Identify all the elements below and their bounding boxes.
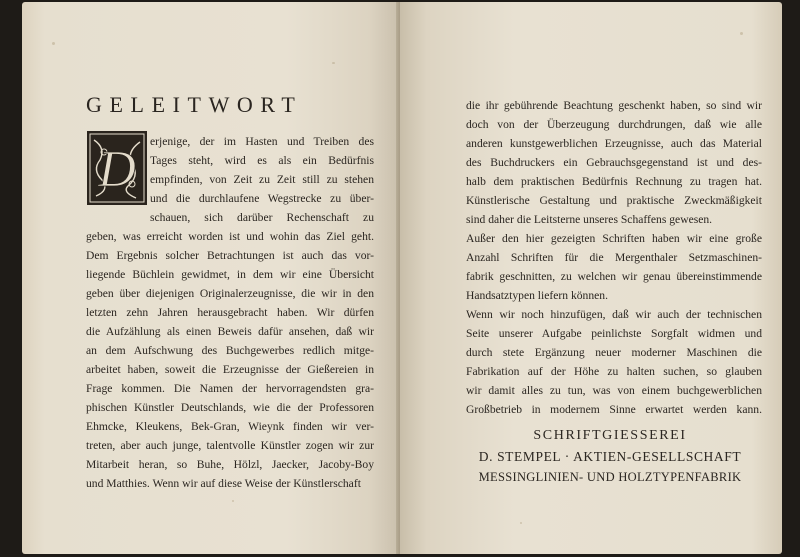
text-line: letzten zehn Jahren herausgebracht haben. Wir dürfen [86, 306, 374, 319]
text-line: an dem Aufschwung des Buchgewerbes redlich mitge- [86, 344, 374, 357]
ornament-icon [86, 130, 148, 206]
text-line: sind daher die Leitsterne unseres Schaffens gewesen. [466, 213, 713, 226]
signature-line-1: SCHRIFTGIESSEREI [533, 428, 687, 443]
ornamental-initial [86, 130, 148, 206]
text-line: fabrik geschnitten, zu welchen wir genau übereinstimmende [466, 270, 762, 283]
text-line: phischen Künstler Deutschlands, wie die der Professoren [86, 401, 374, 414]
text-line: Wenn wir noch hinzufügen, daß wir auch der technischen [466, 308, 762, 321]
text-line: Frage kommen. Die Namen der hervorragendsten gra- [86, 382, 374, 395]
text-line: durch stete Ergänzung neuer moderner Maschinen die [466, 346, 762, 359]
text-line: Tages steht, wird es als ein Bedürfnis [150, 154, 374, 167]
text-line: liegende Büchlein gewidmet, in dem wir eine Übersicht [86, 268, 374, 281]
text-line: doch von der Überzeugung durchdrungen, daß wie alle [466, 118, 762, 131]
text-line: empfinden, von Zeit zu Zeit still zu stehen [150, 173, 374, 186]
text-line: Künstlerische Gestaltung und praktische Zweckmäßigkeit [466, 194, 762, 207]
text-line: Handsatztypen liefern können. [466, 289, 608, 302]
text-line: wir damit alles zu tun, was von einem buchgewerblichen [466, 384, 762, 397]
text-line: und Matthies. Wenn wir auf diese Weise der Künstlerschaft [86, 477, 361, 490]
text-line: treten, aber auch junge, talentvolle Künstler zogen wir zur [86, 439, 374, 452]
text-line: Anzahl Schriften für die Mergenthaler Setzmaschinen- [466, 251, 762, 264]
svg-text:D: D [98, 141, 136, 198]
text-line: anderen kunstgewerblichen Erzeugnisse, auch das Material [466, 137, 762, 150]
text-line: Außer den hier gezeigten Schriften haben wir eine große [466, 232, 762, 245]
text-line: Fabrikation auf der Höhe zu halten suchen, so glauben [466, 365, 762, 378]
text-line: schauen, sich darüber Rechenschaft zu [150, 211, 374, 224]
text-line: Seite unserer Aufgabe peinlichste Sorgfalt widmen und [466, 327, 762, 340]
book-spread [22, 2, 782, 554]
text-line: des Buchdruckers ein Gebrauchsgegenstand ist und des- [466, 156, 762, 169]
text-line: die Aufzählung als einen Beweis dafür ansehen, daß wir [86, 325, 374, 338]
page-title: GELEITWORT [86, 92, 303, 117]
text-line: arbeitet haben, soweit die Erzeugnisse der Gießereien in [86, 363, 374, 376]
signature-line-3: MESSINGLINIEN- UND HOLZTYPENFABRIK [478, 470, 742, 484]
text-line: Dem Ergebnis solcher Betrachtungen ist auch das vor- [86, 249, 374, 262]
text-line: Ehmcke, Kleukens, Bek-Gran, Wieynk finden wir ver- [86, 420, 374, 433]
right-page [400, 2, 782, 554]
left-page [22, 2, 400, 554]
text-line: die ihr gebührende Beachtung geschenkt haben, so sind wir [466, 99, 762, 112]
text-line: geben, was erreicht worden ist und wohin das Ziel geht. [86, 230, 374, 243]
text-line: und die durchlaufene Wegstrecke zu über- [150, 192, 374, 205]
text-line: halb dem praktischen Bedürfnis Rechnung zu tragen hat. [466, 175, 762, 188]
text-line: geben über diejenigen Originalerzeugnisse, die wir in den [86, 287, 374, 300]
text-line: erjenige, der im Hasten und Treiben des [150, 135, 374, 148]
text-line: Großbetrieb in modernem Sinne erwartet werden kann. [466, 403, 762, 416]
text-line: Mitarbeit heran, so Buhe, Hölzl, Jaecker, Jacoby-Boy [86, 458, 374, 471]
signature-line-2: D. STEMPEL · AKTIEN-GESELLSCHAFT [478, 449, 742, 464]
